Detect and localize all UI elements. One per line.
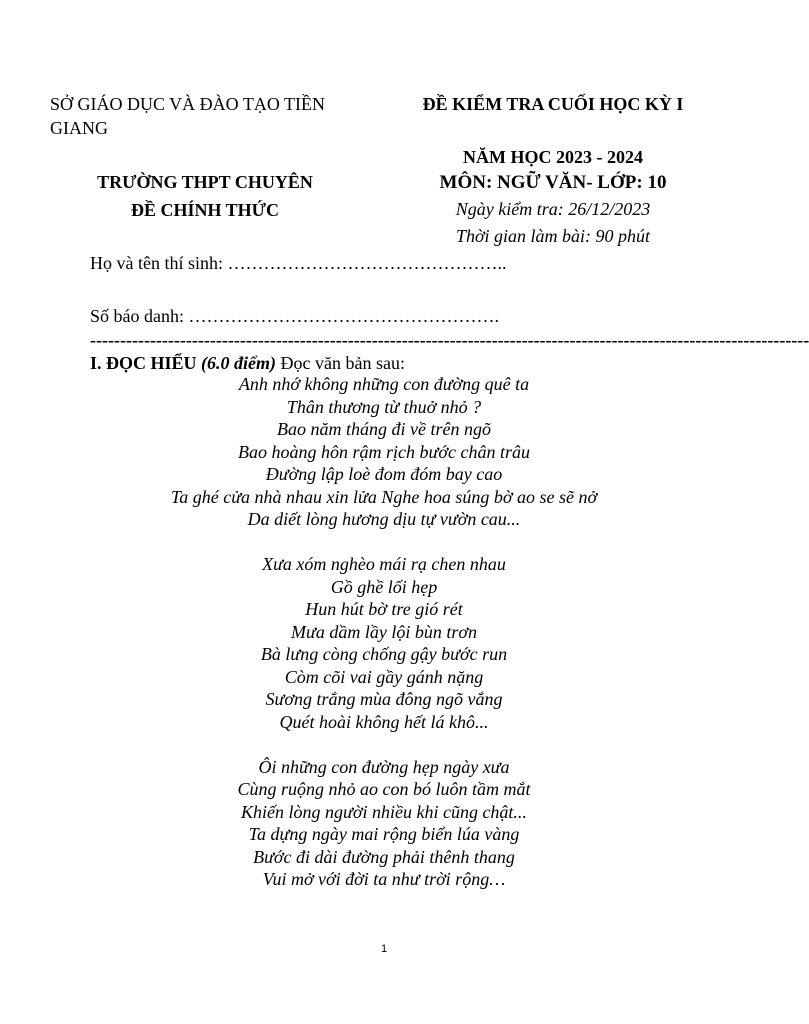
poem-stanza [90,553,678,733]
exam-title: ĐỀ KIỂM TRA CUỐI HỌC KỲ I [422,94,684,114]
department-name: SỞ GIÁO DỤC VÀ ĐÀO TẠO TIỀN GIANG [50,94,326,138]
poem-line: Bao hoàng hôn rậm rịch bước chân trâu [238,441,530,462]
poem-line: Ta ghé cửa nhà nhau xin lửa Nghe hoa súng bờ ao se sẽ nở [170,486,598,507]
poem-line: Hun hút bờ tre gió rét [305,599,463,619]
poem-line: Đường lập loè đom đóm bay cao [265,464,503,484]
poem-line: Ta dựng ngày mai rộng biển lúa vàng [248,824,520,844]
section-heading [90,351,405,375]
poem-line: Gồ ghề lối hẹp [330,576,438,597]
poem-line: Sương trắng mùa đông ngõ vắng [265,689,503,709]
exam-duration: Thời gian làm bài: 90 phút [455,226,651,246]
subject-grade: MÔN: NGỮ VĂN- LỚP: 10 [439,172,667,193]
candidate-number-field: Số báo danh: ……………………………………………. [90,306,499,326]
school-name: TRƯỜNG THPT CHUYÊN [97,172,313,192]
poem-line: Vui mở với đời ta như trời rộng… [262,869,506,889]
poem-line: Ôi những con đường hẹp ngày xưa [258,756,510,777]
section-instruction: Đọc văn bản sau: [280,353,405,373]
poem-line: Thân thương từ thuở nhỏ ? [286,396,482,417]
poem-line: Quét hoài không hết lá khô... [279,711,489,732]
poem-line: Khiến lòng người nhiều khi cũng chật... [241,801,527,822]
section-points: (6.0 điểm) [201,353,276,373]
poem-stanza [90,373,678,531]
poem [90,373,678,913]
poem-line: Bao năm tháng đi về trên ngõ [277,419,491,439]
official-label: ĐỀ CHÍNH THỨC [130,200,280,220]
poem-line: Còm cõi vai gầy gánh nặng [284,666,484,687]
school-year: NĂM HỌC 2023 - 2024 [463,147,643,167]
poem-line: Bước đi dài đường phải thênh thang [253,846,515,867]
school-block [60,168,350,224]
page-number: 1 [380,943,388,955]
poem-line: Mưa dầm lầy lội bùn trơn [291,621,477,642]
exam-date: Ngày kiểm tra: 26/12/2023 [455,199,651,219]
divider-line: ------------------------------------------------------------------------------------------------------------------------ [90,330,809,350]
poem-line: Bà lưng còng chống gậy bước run [260,644,508,664]
section-title: I. ĐỌC HIỂU [90,353,197,373]
exam-info [388,92,718,250]
poem-stanza [90,756,678,891]
poem-line: Xưa xóm nghèo mái rạ chen nhau [262,554,506,574]
poem-line: Anh nhớ không những con đường quê ta [238,374,530,394]
poem-line: Da diết lòng hương dịu tự vườn cau... [247,509,521,529]
candidate-name-field: Họ và tên thí sinh: ……………………………………….. [90,253,507,273]
poem-line: Cùng ruộng nhỏ ao con bó luôn tầm mắt [237,779,531,799]
